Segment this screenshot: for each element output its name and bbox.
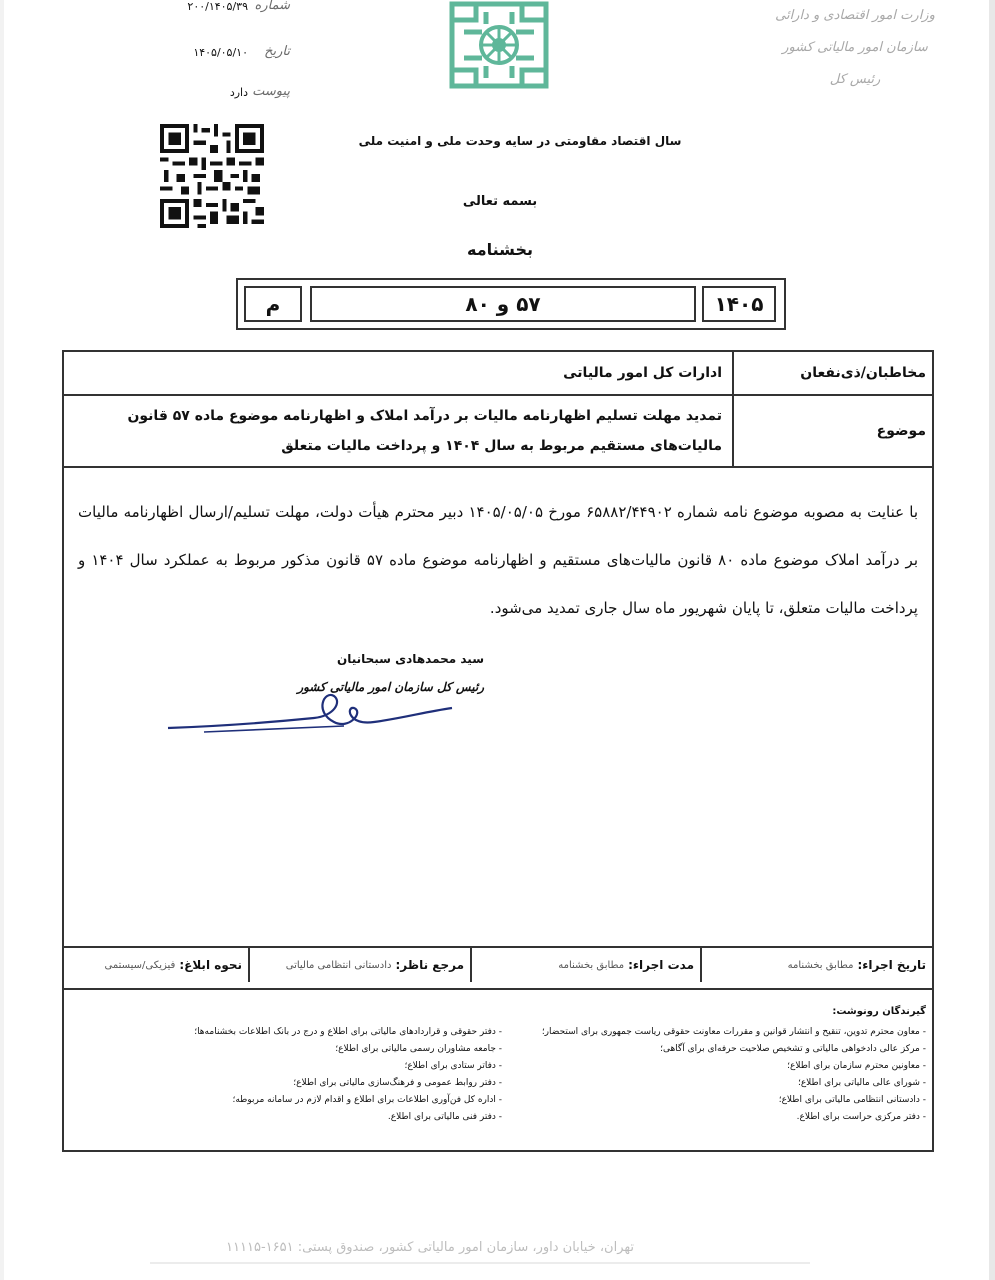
year-slogan: سال اقتصاد مقاومتی در سایه وحدت ملی و امنیت ملی: [358, 134, 682, 148]
list-item: - شورای عالی مالیاتی برای اطلاع؛: [797, 1078, 926, 1088]
list-item: - دفتر فنی مالیاتی برای اطلاع.: [387, 1112, 502, 1122]
signer-name: سید محمدهادی سبحانیان: [336, 652, 484, 666]
list-item: - اداره کل فن‌آوری اطلاعات برای اطلاع و اقدام لازم در سامانه مربوطه؛: [232, 1095, 502, 1105]
bismillah: بسمه تعالی: [462, 194, 538, 209]
recipients-right-column: [506, 1024, 926, 1126]
recipients-left-column: [172, 1024, 502, 1126]
signer-title: رئیس کل سازمان امور مالیاتی کشور: [297, 680, 484, 694]
meta-date: تاریخ ۱۴۰۵/۰۵/۱۰: [193, 44, 290, 59]
copy-recipients-box: [62, 988, 934, 1152]
signature-block: [164, 652, 484, 742]
ministry-header: وزارت امور اقتصادی و دارائی سازمان امور مالیاتی کشور رئیس کل: [775, 8, 935, 87]
meta-attachment: پیوست دارد: [229, 84, 290, 99]
execution-info-row: [64, 946, 932, 982]
subject-value: تمدید مهلت تسلیم اظهارنامه مالیات بر درآمد املاک و اظهارنامه موضوع ماده ۵۷ قانون مالیات‌های مستقیم مربوط به سال ۱۴۰۴ و پرداخت مالیات متعلق: [127, 408, 722, 454]
subject-row: [64, 396, 932, 468]
handwritten-signature-icon: [164, 682, 454, 742]
list-item: - معاونین محترم سازمان برای اطلاع؛: [787, 1061, 926, 1071]
list-item: - دفاتر ستادی برای اطلاع؛: [404, 1061, 502, 1071]
document-type-title: بخشنامه: [467, 240, 533, 259]
subject-label: موضوع: [732, 396, 932, 466]
addressee-row: [64, 352, 932, 396]
list-item: - دادستانی انتظامی مالیاتی برای اطلاع؛: [778, 1095, 926, 1105]
list-item: - جامعه مشاوران رسمی مالیاتی برای اطلاع؛: [335, 1044, 502, 1054]
circular-suffix: م: [244, 286, 302, 322]
list-item: - معاون محترم تدوین، تنقیح و انتشار قوانین و مقررات معاونت حقوقی ریاست جمهوری برای استحضار؛: [541, 1027, 926, 1037]
recipients-heading: گیرندگان رونوشت:: [832, 1006, 926, 1017]
meta-number: شماره ۲۰۰/۱۴۰۵/۳۹: [187, 0, 290, 13]
circular-number: ۵۷ و ۸۰: [310, 286, 696, 322]
tax-organization-logo-icon: [446, 0, 552, 90]
letter-meta: [120, 0, 290, 99]
list-item: - دفتر روابط عمومی و فرهنگ‌سازی مالیاتی برای اطلاع؛: [293, 1078, 502, 1088]
supervisor-cell: مرجع ناظر: دادستانی انتظامی مالیاتی: [248, 948, 470, 982]
execution-duration-cell: مدت اجراء: مطابق بخشنامه: [470, 948, 700, 982]
circular-body-text: با عنایت به مصوبه موضوع نامه شماره ۶۵۸۸۲/۴۴۹۰۲ مورخ ۱۴۰۵/۰۵/۰۵ دبیر محترم هیأت دولت، مهلت تسلیم/ارسال اظهارنامه مالیات بر درآمد املاک موضوع ماده ۸۰ قانون مالیات‌های مستقیم و اظهارنامه موضوع ماده ۵۷ قانون مذکور مربوط به عملکرد سال ۱۴۰۴ و پرداخت مالیات متعلق، تا پایان شهریور ماه سال جاری تمدید می‌شود.: [78, 503, 919, 617]
footer-divider: [150, 1262, 810, 1264]
addressee-value: ادارات کل امور مالیاتی: [563, 365, 722, 381]
footer-address: تهران، خیابان داور، سازمان امور مالیاتی کشور، صندوق پستی: ۱۶۵۱-۱۱۱۱۵: [226, 1240, 634, 1255]
list-item: - دفتر حقوقی و قراردادهای مالیاتی برای اطلاع و درج در بانک اطلاعات بخشنامه‌ها؛: [194, 1027, 502, 1037]
circular-year: ۱۴۰۵: [702, 286, 776, 322]
list-item: - دفتر مرکزی حراست برای اطلاع.: [796, 1112, 926, 1122]
list-item: - مرکز عالی دادخواهی مالیاتی و تشخیص صلاحیت حرفه‌ای برای آگاهی؛: [660, 1044, 926, 1054]
qr-code-icon: [152, 124, 272, 228]
circular-table: [62, 350, 934, 990]
notification-method-cell: نحوه ابلاغ: فیزیکی/سیستمی: [104, 958, 242, 972]
addressee-label: مخاطبان/ذی‌نفعان: [732, 352, 932, 394]
circular-number-box: [236, 278, 786, 330]
execution-date-cell: تاریخ اجراء: مطابق بخشنامه: [700, 948, 932, 982]
